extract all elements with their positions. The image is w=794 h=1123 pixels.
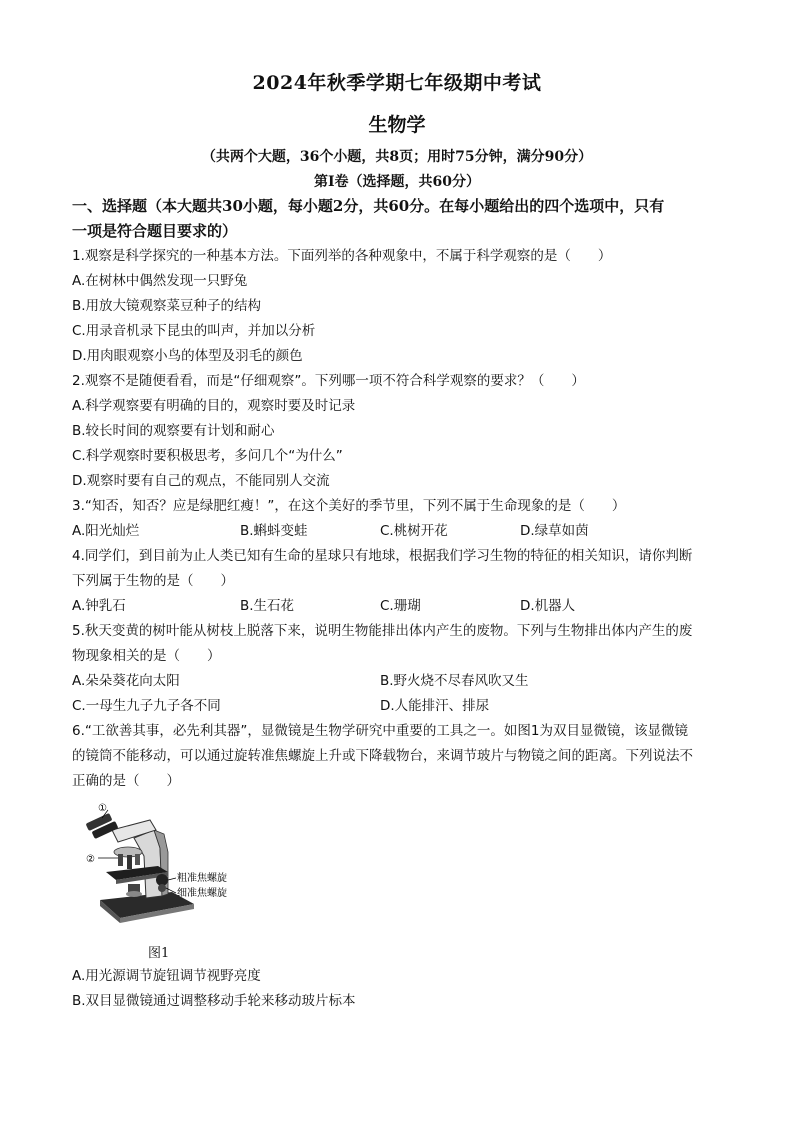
section-heading	[72, 194, 727, 244]
q5-option-a: A.朵朵葵花向太阳	[72, 673, 180, 689]
microscope-figure	[72, 800, 242, 925]
q2-stem: 2.观察不是随便看看，而是“仔细观察”。下列哪一项不符合科学观察的要求？（ ）	[72, 373, 585, 389]
q4-stem-line1: 4.同学们，到目前为止人类已知有生命的星球只有地球，根据我们学习生物的特征的相关知识，请你判断	[72, 548, 693, 564]
q1-option-a: A.在树林中偶然发现一只野兔	[72, 273, 248, 289]
section-heading-line2: 一项是符合题目要求的）	[72, 222, 238, 240]
q3-option-d: D.绿草如茵	[520, 523, 589, 539]
q2-option-d: D.观察时要有自己的观点，不能同别人交流	[72, 473, 330, 489]
label-1: ①	[98, 803, 107, 814]
q5-option-c: C.一母生九子九子各不同	[72, 698, 221, 714]
q6-stem-line2: 的镜筒不能移动，可以通过旋转准焦螺旋上升或下降载物台，来调节玻片与物镜之间的距离。下列说法不	[72, 748, 693, 764]
q5-option-b: B.野火烧不尽春风吹又生	[380, 673, 529, 689]
subject-title: 生物学	[368, 114, 426, 136]
figure-caption: 图1	[148, 946, 170, 961]
microscope-illustration	[72, 800, 242, 925]
part-title: 第Ⅰ卷（选择题，共60分）	[313, 174, 481, 190]
q5-option-d: D.人能排汗、排尿	[380, 698, 490, 714]
q4-option-c: C.珊瑚	[380, 598, 421, 614]
q1-option-d: D.用肉眼观察小鸟的体型及羽毛的颜色	[72, 348, 303, 364]
q1-option-b: B.用放大镜观察菜豆种子的结构	[72, 298, 262, 314]
exam-title: 2024年秋季学期七年级期中考试	[252, 72, 542, 94]
section-heading-line1: 一、选择题（本大题共30小题，每小题2分，共60分。在每小题给出的四个选项中，只有	[72, 197, 665, 215]
fine-focus-label: 细准焦螺旋	[177, 888, 227, 899]
q4-option-b: B.生石花	[240, 598, 295, 614]
q4-stem-line2: 下列属于生物的是（ ）	[72, 573, 234, 589]
q2-option-c: C.科学观察时要积极思考，多问几个“为什么”	[72, 448, 343, 464]
q3-stem: 3.“知否，知否？应是绿肥红瘦！”，在这个美好的季节里，下列不属于生命现象的是（ ）	[72, 498, 626, 514]
q3-option-c: C.桃树开花	[380, 523, 448, 539]
q4-option-d: D.机器人	[520, 598, 576, 614]
q3-option-a: A.阳光灿烂	[72, 523, 140, 539]
q1-option-c: C.用录音机录下昆虫的叫声，并加以分析	[72, 323, 316, 339]
q5-stem-line2: 物现象相关的是（ ）	[72, 648, 221, 664]
q6-stem-line3: 正确的是（ ）	[72, 773, 180, 789]
q1-stem: 1.观察是科学探究的一种基本方法。下面列举的各种观象中，不属于科学观察的是（ ）	[72, 248, 612, 264]
q6-option-b: B.双目显微镜通过调整移动手轮来移动玻片标本	[72, 993, 356, 1009]
q2-option-a: A.科学观察要有明确的目的，观察时要及时记录	[72, 398, 356, 414]
exam-info: （共两个大题，36个小题，共8页；用时75分钟，满分90分）	[201, 149, 593, 165]
q6-option-a: A.用光源调节旋钮调节视野亮度	[72, 968, 261, 984]
label-2: ②	[86, 854, 95, 865]
q2-option-b: B.较长时间的观察要有计划和耐心	[72, 423, 275, 439]
q6-stem-line1: 6.“工欲善其事，必先利其器”，显微镜是生物学研究中重要的工具之一。如图1为双目显微镜，该显微镜	[72, 723, 688, 739]
q3-option-b: B.蝌蚪变蛙	[240, 523, 308, 539]
q4-option-a: A.钟乳石	[72, 598, 126, 614]
q5-stem-line1: 5.秋天变黄的树叶能从树枝上脱落下来，说明生物能排出体内产生的废物。下列与生物排出体内产生的废	[72, 623, 693, 639]
coarse-focus-label: 粗准焦螺旋	[177, 873, 227, 884]
